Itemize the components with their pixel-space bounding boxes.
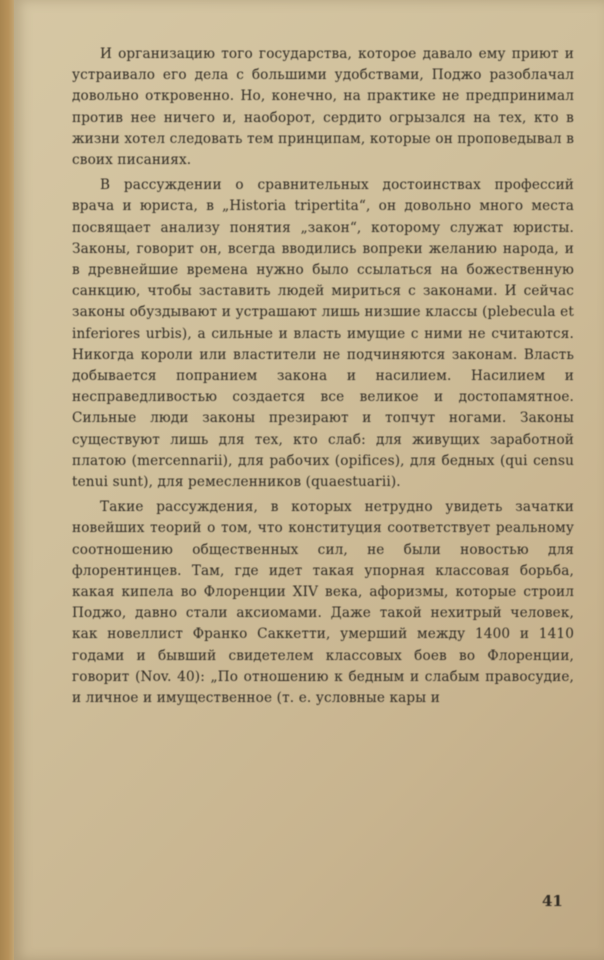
book-gutter — [0, 0, 14, 960]
book-page — [14, 0, 604, 960]
page-number: 41 — [542, 892, 563, 910]
paragraph-2: В рассуждении о сравнительных достоинствах профессий врача и юриста, в „Historia tripertita“, он довольно много места посвящает анализу понятия „закон“, которому служат юристы. Законы, говорит он, всегда вводились вопреки желанию народа, и в древнейшие времена нужно было ссылаться на божественную санкцию, чтобы заставить людей мириться с законами. И сейчас законы обуздывают и устрашают лишь низшие классы (plebecula et inferiores urbis), а сильные и власть имущие с ними не считаются. Никогда короли или властители не подчиняются законам. Власть добывается попранием закона и насилием. Насилием и несправедливостью создается все великое и достопамятное. Сильные люди законы презирают и топчут ногами. Законы существуют лишь для тех, кто слаб: для живущих заработной платою (mercennarii), для рабочих (opifices), для бедных (qui censu tenui sunt), для ремесленников (quaestuarii). — [72, 177, 574, 491]
body-text — [72, 44, 574, 709]
paragraph-1: И организацию того государства, которое давало ему приют и устраивало его дела с большими удобствами, Поджо разоблачал довольно откровенно. Но, конечно, на практике не предпринимал против нее ничего и, наоборот, сердито огрызался на тех, кто в жизни хотел следовать тем принципам, которые он проповедывал в своих писаниях. — [72, 46, 574, 169]
paragraph-3: Такие рассуждения, в которых нетрудно увидеть зачатки новейших теорий о том, что конституция соответствует реальному соотношению общественных сил, не были новостью для флорентинцев. Там, где идет такая упорная классовая борьба, какая кипела во Флоренции XIV века, афоризмы, которые строил Поджо, давно стали аксиомами. Даже такой нехитрый человек, как новеллист Франко Саккетти, умерший между 1400 и 1410 годами и бывший свидетелем классовых боев во Флоренции, говорит (Nov. 40): „По отношению к бедным и слабым правосудие, и личное и имущественное (т. е. условные кары и — [72, 499, 574, 707]
